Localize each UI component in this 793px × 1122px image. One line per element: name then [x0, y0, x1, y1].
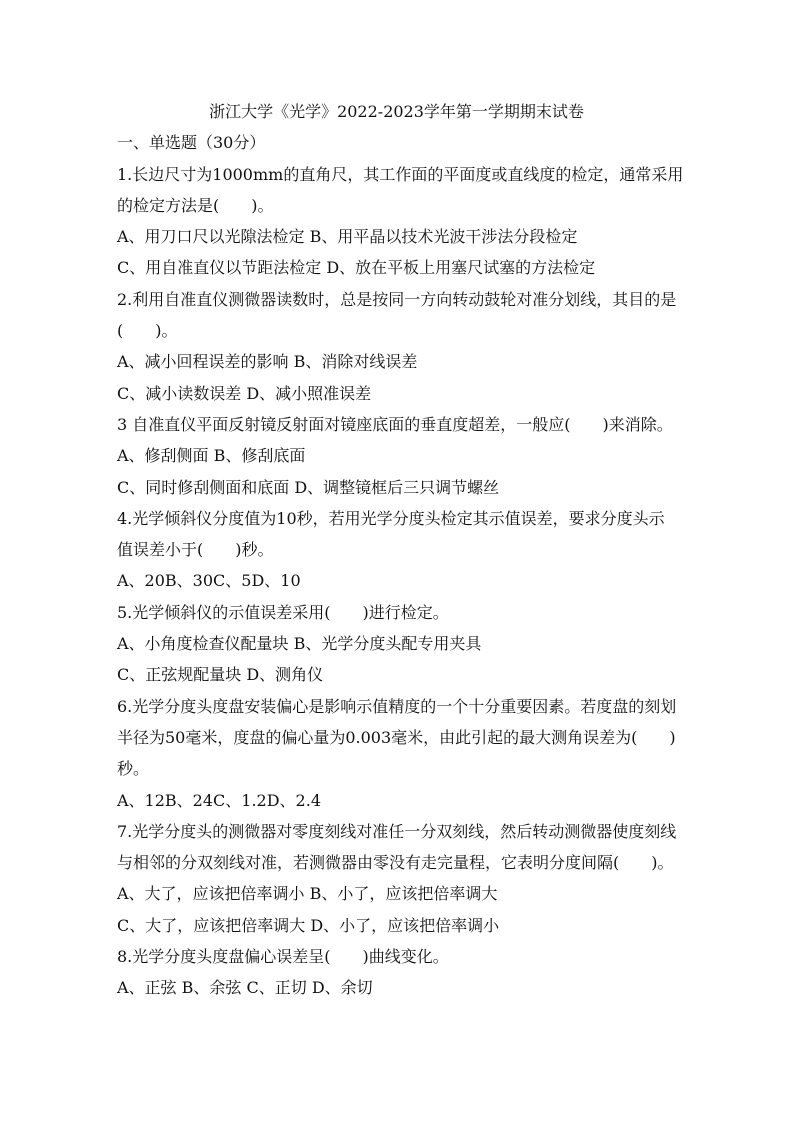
- text-line: A、减小回程误差的影响 B、消除对线误差: [117, 352, 418, 372]
- text-line: 半径为50毫米，度盘的偏心量为0.003毫米，由此引起的最大测角误差为( ): [117, 727, 676, 747]
- text-line: 秒。: [117, 759, 150, 779]
- text-line: C、同时修刮侧面和底面 D、调整镜框后三只调节螺丝: [117, 477, 500, 497]
- text-line: 6.光学分度头度盘安装偏心是影响示值精度的一个十分重要因素。若度盘的刻划: [117, 696, 677, 716]
- text-line: A、修刮侧面 B、修刮底面: [117, 446, 306, 466]
- text-line: A、大了，应该把倍率调小 B、小了，应该把倍率调大: [117, 884, 498, 904]
- exam-page: [0, 96, 793, 1004]
- text-line: 3 自准直仪平面反射镜反射面对镜座底面的垂直度超差，一般应( )来消除。: [117, 414, 673, 434]
- text-line: C、大了，应该把倍率调大 D、小了，应该把倍率调小: [117, 915, 500, 935]
- text-line: 7.光学分度头的测微器对零度刻线对准任一分双刻线，然后转动测微器使度刻线: [117, 821, 677, 841]
- text-line: C、正弦规配量块 D、测角仪: [117, 665, 324, 685]
- text-line: A、小角度检查仪配量块 B、光学分度头配专用夹具: [117, 634, 482, 654]
- text-line: ( )。: [117, 321, 178, 341]
- text-line: A、正弦 B、余弦 C、正切 D、余切: [117, 978, 373, 998]
- text-line: 值误差小于( )秒。: [117, 540, 274, 560]
- section-heading: 一、单选题（30分）: [117, 133, 266, 153]
- text-line: A、20B、30C、5D、10: [117, 571, 301, 591]
- document-title: 浙江大学《光学》2022-2023学年第一学期期末试卷: [209, 102, 584, 121]
- text-line: 1.长边尺寸为1000mm的直角尺，其工作面的平面度或直线度的检定，通常采用: [117, 164, 684, 184]
- text-line: C、减小读数误差 D、减小照准误差: [117, 383, 372, 403]
- question-list: [0, 159, 793, 1004]
- text-line: 8.光学分度头度盘偏心误差呈( )曲线变化。: [117, 947, 449, 967]
- text-line: C、用自准直仪以节距法检定 D、放在平板上用塞尺试塞的方法检定: [117, 258, 596, 278]
- text-line: 2.利用自准直仪测微器读数时，总是按同一方向转动鼓轮对准分划线，其目的是: [117, 289, 677, 309]
- text-line: 与相邻的分双刻线对准，若测微器由零没有走完量程，它表明分度间隔( )。: [117, 853, 674, 873]
- text-line: A、用刀口尺以光隙法检定 B、用平晶以技术光波干涉法分段检定: [117, 227, 578, 247]
- text-line: 的检定方法是( )。: [117, 195, 274, 215]
- text-line: 5.光学倾斜仪的示值误差采用( )进行检定。: [117, 602, 449, 622]
- text-line: A、12B、24C、1.2D、2.4: [117, 790, 321, 810]
- text-line: 4.光学倾斜仪分度值为10秒，若用光学分度头检定其示值误差，要求分度头示: [117, 508, 665, 528]
